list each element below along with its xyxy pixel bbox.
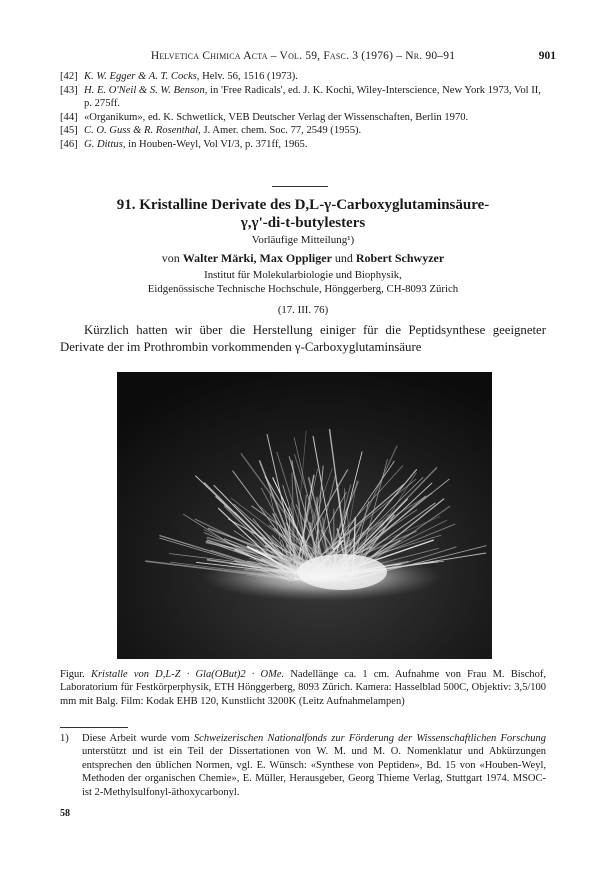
reference-text: Helv. 56, 1516 (1973). [199,71,298,82]
reference-item [60,84,546,111]
crystal-photo-image [117,372,492,659]
article-title-line: 91. Kristalline Derivate des D,L-γ-Carboxyglutaminsäure- [116,197,490,213]
reference-number: [44] [60,111,78,123]
reference-item [60,124,546,138]
running-head [60,50,556,66]
reference-author: H. E. O'Neil & S. W. Benson, [84,84,208,96]
page-number: 901 [538,50,556,62]
author-names: Walter Märki, Max Oppliger [182,251,332,265]
footnote [60,732,546,799]
reference-author: C. O. Guss & R. Rosenthal, [84,125,201,137]
received-date: (17. III. 76) [277,304,329,316]
reference-text: «Organikum», ed. K. Schwetlick, VEB Deutscher Verlag der Wissenschaften, Berlin 1970. [84,111,469,123]
footnote-text: unterstützt und ist ein Teil der Dissertationen von W. M. und M. O. Nomenklatur und Abkürzungen entsprechen den üblichen Normen, vgl. E. Wünsch: «Synthese von Peptiden», Bd. 15 von «Houben-Weyl, Methoden der organischen Chemie», E. Müller, Herausgeber, Georg Thieme Verlag, Stuttgart 1974. MSOC- ist 2-Methylsulfonyl-äthoxycarbonyl. [82,746,546,798]
article-note: Vorläufige Mitteilung¹) [251,234,355,246]
footnote-mark: 1) [60,733,69,744]
reference-number: [45] [60,125,78,137]
affiliation-line: Institut für Molekularbiologie und Biophysik, [204,269,402,281]
footnote-text: Diese Arbeit wurde vom [82,733,194,744]
section-divider [272,186,328,187]
footnote-funder: Schweizerischen Nationalfonds zur Förderung der Wissenschaftlichen Forschung [193,733,546,744]
reference-number: [42] [60,71,78,82]
folio-number: 58 [60,808,70,819]
body-paragraph: Kürzlich hatten wir über die Herstellung einiger für die Peptidsynthese geeigneter Derivate der im Prothrombin vorkommenden γ-Carboxyglutaminsäure [60,323,546,354]
author-line [60,251,546,266]
running-head-journal: Helvetica Chimica Acta – Vol. 59, Fasc. 3 (1976) – Nr. 90–91 [150,50,456,62]
reference-number: [43] [60,84,78,96]
article-title-line: γ,γ'-di-t-butylesters [240,215,366,231]
footnote-body [60,732,546,799]
affiliation-line: Eidgenössische Technische Hochschule, Hönggerberg, CH-8093 Zürich [147,283,459,295]
caption-label: Figur. [60,669,91,680]
crystal-base-core [297,554,387,590]
reference-item [60,111,546,125]
reference-number: [46] [60,138,78,150]
authors-conjunction: und [331,251,356,265]
reference-author: K. W. Egger & A. T. Cocks, [84,71,200,82]
article-title [60,196,546,232]
author-names: Robert Schwyzer [355,251,445,265]
reference-item [60,138,546,152]
affiliation [60,268,546,296]
reference-text: in Houben-Weyl, Vol VI/3, p. 371ff, 1965. [125,138,308,150]
caption-compound: Kristalle von D,L-Z · Gla(OBut)2 · OMe. [90,669,285,680]
reference-author: G. Dittus, [84,138,126,150]
authors-prefix: von [161,251,183,265]
caption-text: Nadellänge ca. 1 cm. Aufnahme von Frau M. Bischof, Laboratorium für Festkörperphysik, ETH Hönggerberg, 8093 Zürich. Kamera: Hasselblad 500C, Objektiv: 3,5/100 mm mit Balg. Film: Kodak EHB 120, Kunstlicht 3200K (Leitz Aufnahmelampen) [60,669,546,707]
reference-text: in 'Free Radicals', ed. J. K. Kochi, Wiley-Interscience, New York 1973, Vol II, p. 275ff. [84,84,541,110]
footnote-divider [60,727,128,728]
crystal-photograph [117,372,492,659]
reference-list [60,70,546,152]
reference-item [60,70,546,84]
figure-caption [60,668,546,708]
reference-text: J. Amer. chem. Soc. 77, 2549 (1955). [200,125,362,137]
